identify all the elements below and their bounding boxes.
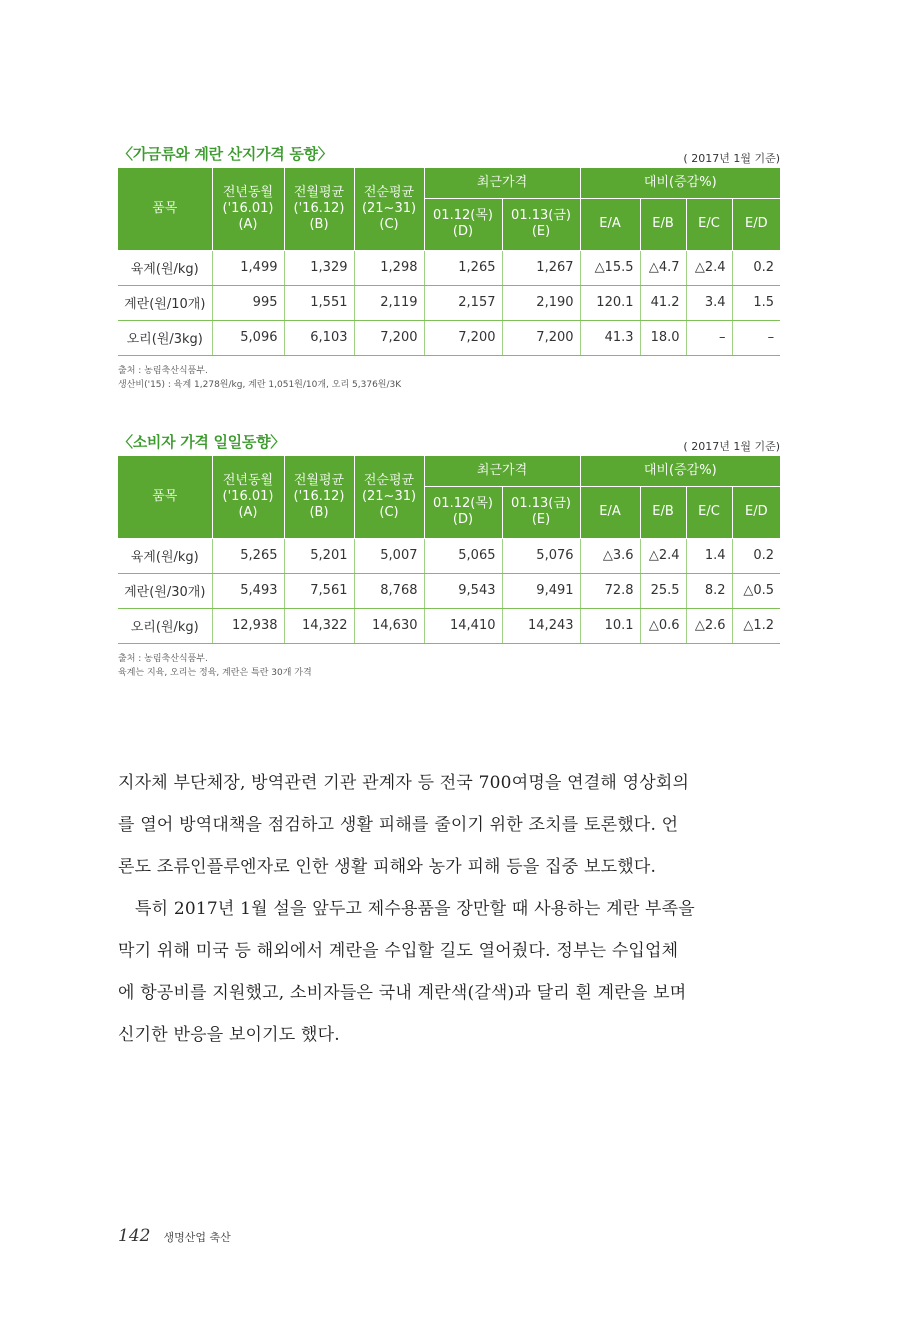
- page-footer: [118, 1226, 231, 1246]
- cell-a: 5,096: [212, 320, 284, 355]
- table2-basis: ( 2017년 1월 기준): [683, 440, 780, 453]
- body-line: 에 항공비를 지원했고, 소비자들은 국내 계란색(갈색)과 달리 흰 계란을 보며: [118, 983, 687, 1003]
- cell-eb: 25.5: [640, 573, 686, 608]
- body-line: 막기 위해 미국 등 해외에서 계란을 수입할 길도 열어줬다. 정부는 수입업체: [118, 941, 679, 961]
- cell-ed: △0.5: [732, 573, 780, 608]
- cell-item: 오리(원/3kg): [118, 320, 212, 355]
- cell-c: 5,007: [354, 538, 424, 573]
- cell-ea: 120.1: [580, 285, 640, 320]
- body-line: 신기한 반응을 보이기도 했다.: [118, 1025, 340, 1045]
- table2-note-source: 출처 : 농림축산식품부.: [118, 653, 208, 664]
- header-item: 품목: [118, 168, 212, 250]
- cell-ed: –: [732, 320, 780, 355]
- cell-c: 1,298: [354, 250, 424, 285]
- table-row: [118, 250, 780, 285]
- cell-b: 14,322: [284, 608, 354, 643]
- cell-a: 12,938: [212, 608, 284, 643]
- table2-header: [118, 428, 780, 456]
- cell-item: 육계(원/kg): [118, 250, 212, 285]
- header-col-e-line1: 01.13(금): [511, 496, 571, 511]
- header-recent-price: 최근가격: [424, 456, 580, 486]
- cell-ec: △2.4: [686, 250, 732, 285]
- cell-c: 14,630: [354, 608, 424, 643]
- header-col-a-line1: 전년동월: [222, 184, 274, 200]
- header-col-b: [284, 456, 354, 538]
- table2-note-detail: 육계는 지육, 오리는 정육, 계란은 특란 30개 가격: [118, 667, 312, 678]
- header-compare: 대비(증감%): [580, 456, 780, 486]
- header-col-b: [284, 168, 354, 250]
- cell-e: 1,267: [502, 250, 580, 285]
- cell-a: 995: [212, 285, 284, 320]
- header-ed: E/D: [732, 486, 780, 538]
- header-col-a-line2: ('16.01): [222, 200, 274, 216]
- header-col-c-line1: 전순평균: [363, 184, 415, 200]
- header-ec: E/C: [686, 486, 732, 538]
- header-col-c-line2: (21~31): [361, 200, 417, 216]
- cell-ed: 0.2: [732, 250, 780, 285]
- table1: [118, 168, 780, 356]
- header-col-c: [354, 168, 424, 250]
- cell-eb: △2.4: [640, 538, 686, 573]
- header-eb: E/B: [640, 486, 686, 538]
- cell-eb: 18.0: [640, 320, 686, 355]
- header-col-c-line3: (C): [379, 504, 399, 520]
- header-col-d-line1: 01.12(목): [433, 496, 493, 511]
- cell-ea: 41.3: [580, 320, 640, 355]
- header-eb: E/B: [640, 198, 686, 250]
- header-col-d-line2: (D): [452, 224, 474, 239]
- header-col-a-line3: (A): [238, 216, 258, 232]
- cell-ed: △1.2: [732, 608, 780, 643]
- header-col-a: [212, 456, 284, 538]
- cell-e: 5,076: [502, 538, 580, 573]
- cell-ea: 72.8: [580, 573, 640, 608]
- cell-e: 2,190: [502, 285, 580, 320]
- table2-notes: [118, 652, 780, 680]
- cell-ea: △3.6: [580, 538, 640, 573]
- body-line: 를 열어 방역대책을 점검하고 생활 피해를 줄이기 위한 조치를 토론했다. 언: [118, 815, 679, 835]
- cell-c: 8,768: [354, 573, 424, 608]
- cell-ec: –: [686, 320, 732, 355]
- header-col-a-line3: (A): [238, 504, 258, 520]
- body-line: 특히 2017년 1월 설을 앞두고 제수용품을 장만할 때 사용하는 계란 부족을: [135, 899, 695, 919]
- cell-c: 2,119: [354, 285, 424, 320]
- table2: [118, 456, 780, 644]
- header-col-c-line1: 전순평균: [363, 472, 415, 488]
- cell-c: 7,200: [354, 320, 424, 355]
- cell-d: 7,200: [424, 320, 502, 355]
- header-ea: E/A: [580, 486, 640, 538]
- cell-a: 1,499: [212, 250, 284, 285]
- header-col-b-line3: (B): [309, 216, 329, 232]
- cell-eb: △4.7: [640, 250, 686, 285]
- table-row: [118, 285, 780, 320]
- header-col-a-line1: 전년동월: [222, 472, 274, 488]
- header-ea: E/A: [580, 198, 640, 250]
- header-col-b-line1: 전월평균: [293, 184, 345, 200]
- cell-ec: 8.2: [686, 573, 732, 608]
- cell-b: 1,551: [284, 285, 354, 320]
- cell-a: 5,265: [212, 538, 284, 573]
- header-compare: 대비(증감%): [580, 168, 780, 198]
- cell-a: 5,493: [212, 573, 284, 608]
- cell-item: 계란(원/10개): [118, 285, 212, 320]
- header-col-e: [502, 486, 580, 538]
- header-col-b-line1: 전월평균: [293, 472, 345, 488]
- table1-header: [118, 140, 780, 168]
- header-col-a-line2: ('16.01): [222, 488, 274, 504]
- header-col-c-line2: (21~31): [361, 488, 417, 504]
- header-col-b-line2: ('16.12): [293, 200, 345, 216]
- header-col-d-line2: (D): [452, 512, 474, 527]
- table1-note-cost: 생산비('15) : 육계 1,278원/kg, 계란 1,051원/10개, 오리 5,376원/3K: [118, 379, 402, 390]
- cell-item: 육계(원/kg): [118, 538, 212, 573]
- table-row: [118, 320, 780, 355]
- cell-e: 14,243: [502, 608, 580, 643]
- page-number: 142: [118, 1226, 151, 1246]
- cell-ec: △2.6: [686, 608, 732, 643]
- cell-b: 5,201: [284, 538, 354, 573]
- cell-ec: 1.4: [686, 538, 732, 573]
- header-col-c-line3: (C): [379, 216, 399, 232]
- cell-item: 계란(원/30개): [118, 573, 212, 608]
- table1-basis: ( 2017년 1월 기준): [683, 152, 780, 165]
- table1-notes: [118, 364, 780, 392]
- header-col-a: [212, 168, 284, 250]
- header-col-d: [424, 486, 502, 538]
- body-line: 지자체 부단체장, 방역관련 기관 관계자 등 전국 700여명을 연결해 영상회의: [118, 773, 690, 793]
- cell-e: 7,200: [502, 320, 580, 355]
- cell-ea: 10.1: [580, 608, 640, 643]
- header-col-d: [424, 198, 502, 250]
- table-row: [118, 538, 780, 573]
- table2-section: [118, 428, 780, 680]
- cell-d: 14,410: [424, 608, 502, 643]
- table-row: [118, 573, 780, 608]
- header-ec: E/C: [686, 198, 732, 250]
- header-col-e-line2: (E): [531, 512, 551, 527]
- cell-ed: 1.5: [732, 285, 780, 320]
- body-line: 론도 조류인플루엔자로 인한 생활 피해와 농가 피해 등을 집중 보도했다.: [118, 857, 657, 877]
- cell-e: 9,491: [502, 573, 580, 608]
- header-recent-price: 최근가격: [424, 168, 580, 198]
- header-col-b-line3: (B): [309, 504, 329, 520]
- cell-d: 1,265: [424, 250, 502, 285]
- cell-b: 6,103: [284, 320, 354, 355]
- cell-b: 1,329: [284, 250, 354, 285]
- cell-d: 2,157: [424, 285, 502, 320]
- cell-d: 9,543: [424, 573, 502, 608]
- header-ed: E/D: [732, 198, 780, 250]
- book-title: 생명산업 축산: [163, 1231, 231, 1244]
- header-item: 품목: [118, 456, 212, 538]
- cell-b: 7,561: [284, 573, 354, 608]
- cell-item: 오리(원/kg): [118, 608, 212, 643]
- cell-eb: △0.6: [640, 608, 686, 643]
- header-col-e-line1: 01.13(금): [511, 208, 571, 223]
- table2-title: 〈소비자 가격 일일동향〉: [118, 433, 285, 451]
- cell-eb: 41.2: [640, 285, 686, 320]
- header-col-d-line1: 01.12(목): [433, 208, 493, 223]
- header-col-e-line2: (E): [531, 224, 551, 239]
- header-col-b-line2: ('16.12): [293, 488, 345, 504]
- table1-note-source: 출처 : 농림축산식품부.: [118, 365, 208, 376]
- body-text: [118, 762, 780, 1056]
- header-col-e: [502, 198, 580, 250]
- cell-ea: △15.5: [580, 250, 640, 285]
- table-row: [118, 608, 780, 643]
- cell-d: 5,065: [424, 538, 502, 573]
- cell-ec: 3.4: [686, 285, 732, 320]
- header-col-c: [354, 456, 424, 538]
- table1-title: 〈가금류와 계란 산지가격 동향〉: [118, 145, 333, 163]
- cell-ed: 0.2: [732, 538, 780, 573]
- table1-section: [118, 140, 780, 392]
